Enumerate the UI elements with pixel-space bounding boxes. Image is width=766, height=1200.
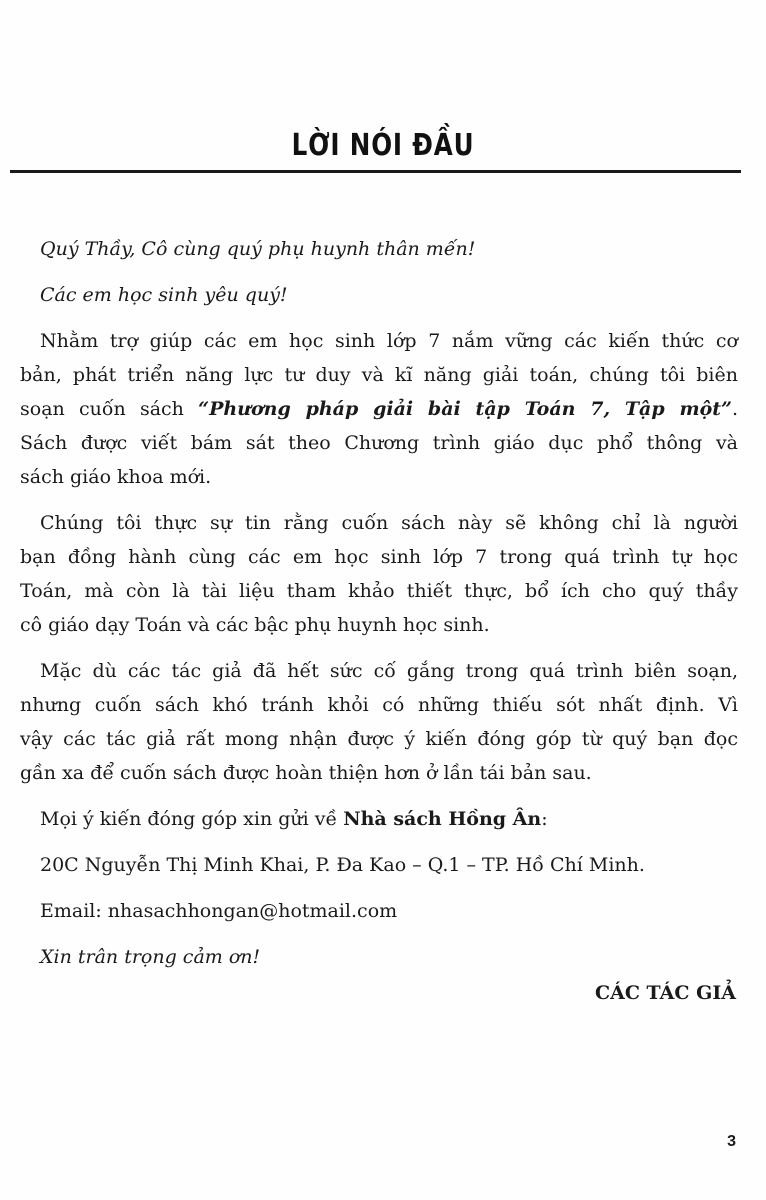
paragraph-belief — [20, 506, 738, 642]
text-line: Sách được viết bám sát theo Chương trình giáo dục phổ thông và — [20, 432, 738, 454]
text-fragment: Mọi ý kiến đóng góp xin gửi về — [40, 808, 344, 830]
paragraph-purpose — [20, 324, 738, 494]
paragraph-feedback — [20, 654, 738, 790]
text-line: bản, phát triển năng lực tư duy và kĩ năng giải toán, chúng tôi biên — [20, 364, 738, 386]
page-number: 3 — [727, 1133, 736, 1150]
address-line: 20C Nguyễn Thị Minh Khai, P. Đa Kao – Q.1 – TP. Hồ Chí Minh. — [40, 854, 645, 876]
text-line: cô giáo dạy Toán và các bậc phụ huynh học sinh. — [20, 614, 490, 636]
contact-line — [40, 802, 738, 836]
title-divider — [10, 170, 741, 173]
text-line: vậy các tác giả rất mong nhận được ý kiến đóng góp từ quý bạn đọc — [20, 728, 738, 750]
greeting-students: Các em học sinh yêu quý! — [40, 284, 288, 306]
text-fragment: : — [541, 808, 548, 830]
text-fragment: soạn cuốn sách — [20, 398, 199, 420]
text-line: gần xa để cuốn sách được hoàn thiện hơn ở lần tái bản sau. — [20, 762, 592, 784]
text-line: Chúng tôi thực sự tin rằng cuốn sách này sẽ không chỉ là người — [40, 512, 738, 534]
text-line: Nhằm trợ giúp các em học sinh lớp 7 nắm vững các kiến thức cơ — [40, 330, 738, 352]
signature: CÁC TÁC GIẢ — [594, 982, 736, 1004]
text-line: bạn đồng hành cùng các em học sinh lớp 7 trong quá trình tự học — [20, 546, 738, 568]
text-line: Mặc dù các tác giả đã hết sức cố gắng trong quá trình biên soạn, — [40, 660, 738, 682]
publisher-name: Nhà sách Hồng Ân — [343, 808, 542, 830]
text-line-book-title — [20, 392, 738, 426]
greeting-teachers-parents: Quý Thầy, Cô cùng quý phụ huynh thân mến! — [40, 238, 476, 260]
text-line: sách giáo khoa mới. — [20, 466, 212, 488]
page-title: LỜI NÓI ĐẦU — [291, 128, 475, 163]
thanks-line: Xin trân trọng cảm ơn! — [40, 946, 261, 968]
text-fragment: . — [731, 398, 738, 420]
book-title: “Phương pháp giải bài tập Toán 7, Tập một” — [198, 398, 732, 420]
text-line: nhưng cuốn sách khó tránh khỏi có những thiếu sót nhất định. Vì — [20, 694, 738, 716]
text-line: Toán, mà còn là tài liệu tham khảo thiết thực, bổ ích cho quý thầy — [20, 580, 738, 602]
preface-body — [20, 232, 738, 974]
email-line: Email: nhasachhongan@hotmail.com — [40, 900, 398, 922]
